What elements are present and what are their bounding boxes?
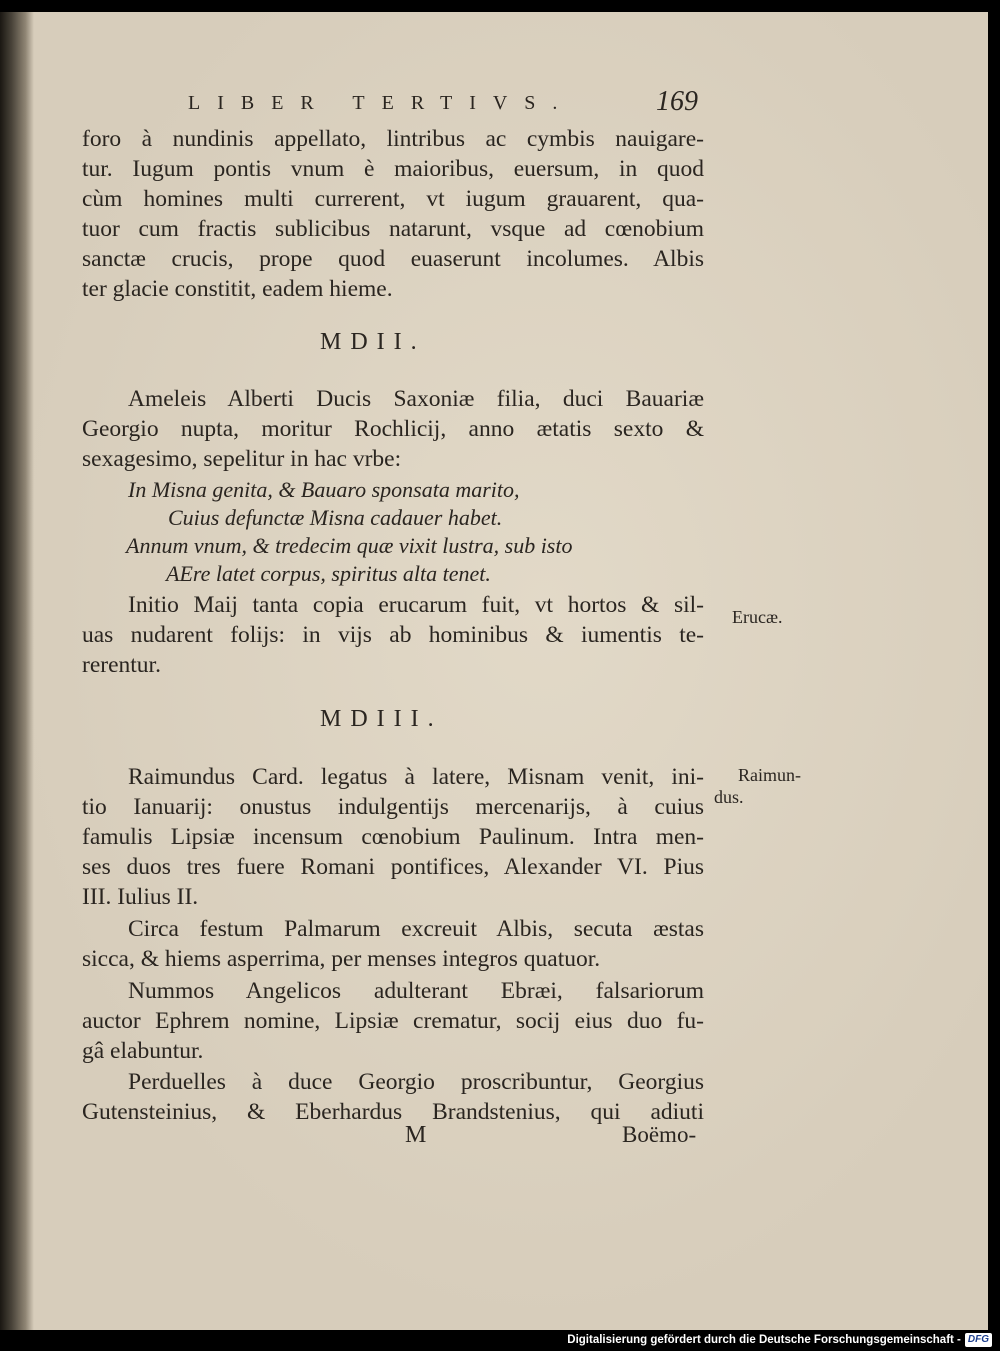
text-line: ses duos tres fuere Romani pontifices, Alexander VI. Pius (82, 854, 704, 880)
marginal-note-raimundus-cont: dus. (714, 787, 744, 807)
text-line: Raimundus Card. legatus à latere, Misnam venit, ini- (128, 764, 704, 790)
digitization-footer (567, 1331, 992, 1349)
page-number: 169 (656, 86, 698, 117)
marginal-note-raimundus: Raimun- (738, 765, 801, 785)
page-gutter-shadow (0, 12, 34, 1330)
year-heading-1503: MDIII. (320, 706, 443, 732)
year-heading-1502: MDII. (320, 329, 426, 355)
verse-line: Cuius defunctæ Misna cadauer habet. (168, 505, 503, 530)
text-line: auctor Ephrem nomine, Lipsiæ crematur, socij eius duo fu- (82, 1008, 704, 1034)
text-line: sicca, & hiems asperrima, per menses integros quatuor. (82, 946, 601, 972)
marginal-note-erucae: Erucæ. (732, 607, 783, 627)
text-line: cùm homines multi currerent, vt iugum grauarent, qua- (82, 186, 704, 212)
verse-line: In Misna genita, & Bauaro sponsata marito, (128, 477, 520, 502)
signature-mark: M (405, 1122, 427, 1148)
text-line: tur. Iugum pontis vnum è maioribus, euersum, in quod (82, 156, 704, 182)
text-line: Perduelles à duce Georgio proscribuntur, Georgius (128, 1069, 704, 1095)
dfg-logo: DFG (965, 1333, 992, 1347)
book-page (0, 12, 988, 1330)
footer-credit: Digitalisierung gefördert durch die Deutsche Forschungsgemeinschaft - (567, 1334, 961, 1346)
text-line: rerentur. (82, 652, 161, 678)
text-line: tuor cum fractis sublicibus natarunt, vsque ad cœnobium (82, 216, 704, 242)
text-line: III. Iulius II. (82, 884, 199, 910)
text-line: gâ elabuntur. (82, 1038, 204, 1064)
text-line: sexagesimo, sepelitur in hac vrbe: (82, 446, 402, 472)
text-line: uas nudarent folijs: in vijs ab hominibus & iumentis te- (82, 622, 704, 648)
running-head (188, 86, 698, 120)
text-line: foro à nundinis appellato, lintribus ac cymbis nauigare- (82, 126, 704, 152)
verse-line: Annum vnum, & tredecim quæ vixit lustra, sub isto (126, 533, 573, 558)
text-line: Gutensteinius, & Eberhardus Brandstenius, qui adiuti (82, 1099, 704, 1125)
text-line: Circa festum Palmarum excreuit Albis, secuta æstas (128, 916, 704, 942)
text-line: Nummos Angelicos adulterant Ebræi, falsariorum (128, 978, 704, 1004)
running-head-title: LIBER TERTIVS. (188, 92, 575, 114)
text-line: tio Ianuarij: onustus indulgentijs mercenarijs, à cuius (82, 794, 704, 820)
text-line: famulis Lipsiæ incensum cœnobium Paulinum. Intra men- (82, 824, 704, 850)
verse-line: AEre latet corpus, spiritus alta tenet. (166, 561, 491, 586)
text-line: Georgio nupta, moritur Rochlicij, anno ætatis sexto & (82, 416, 704, 442)
catchword: Boëmo- (622, 1122, 697, 1147)
text-line: sanctæ crucis, prope quod euaserunt incolumes. Albis (82, 246, 704, 272)
text-line: ter glacie constitit, eadem hieme. (82, 276, 393, 302)
text-line: Initio Maij tanta copia erucarum fuit, vt hortos & sil- (128, 592, 704, 618)
text-line: Ameleis Alberti Ducis Saxoniæ filia, duci Bauariæ (128, 386, 704, 412)
